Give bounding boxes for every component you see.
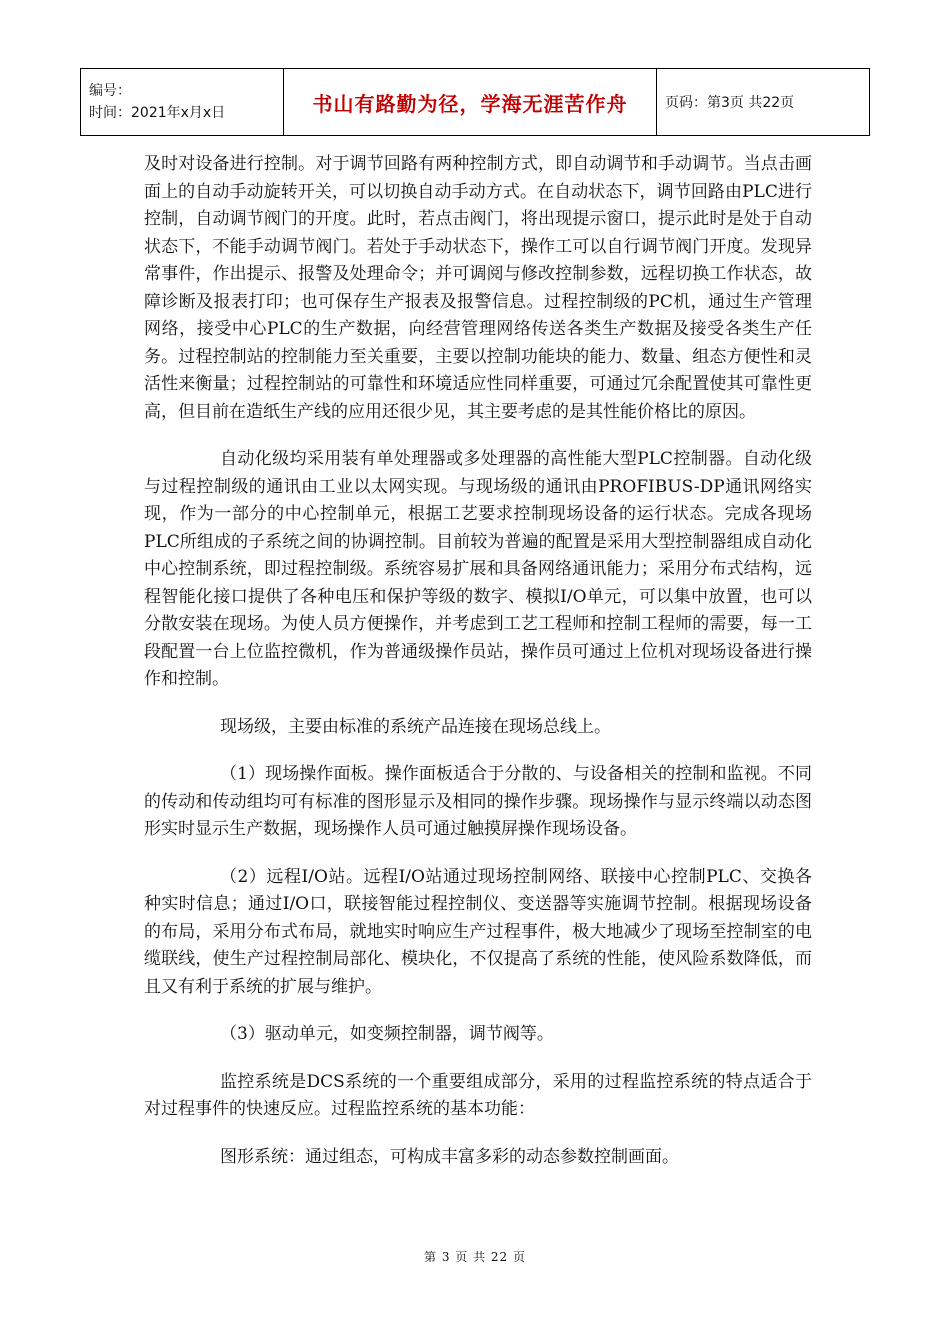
page-header-table [80,68,870,136]
document-date-label: 时间：2021年x月x日 [89,105,226,121]
paragraph-monitoring-system: 监控系统是DCS系统的一个重要组成部分，采用的过程监控系统的特点适合于对过程事件的快速反应。过程监控系统的基本功能： [144,1071,812,1119]
paragraph-field-level: 现场级，主要由标准的系统产品连接在现场总线上。 [220,716,611,737]
header-motto: 书山有路勤为径，学海无涯苦作舟 [284,69,657,136]
paragraph-drive-unit: （3）驱动单元，如变频控制器，调节阀等。 [220,1024,554,1044]
header-page-info: 页码：第3页 共22页 [657,69,870,136]
paragraph-field-panel: （1）现场操作面板。操作面板适合于分散的、与设备相关的控制和监视。不同的传动和传动组均可有标准的图形显示及相同的操作步骤。现场操作与显示终端以动态图形实时显示生产数据，现场操作人员可通过触摸屏操作现场设备。 [144,764,812,839]
paragraph-process-control: 及时对设备进行控制。对于调节回路有两种控制方式，即自动调节和手动调节。当点击画面上的自动手动旋转开关，可以切换自动手动方式。在自动状态下，调节回路由PLC进行控制，自动调节阀门的开度。此时，若点击阀门，将出现提示窗口，提示此时是处于自动状态下，不能手动调节阀门。若处于手动状态下，操作工可以自行调节阀门开度。发现异常事件，作出提示、报警及处理命令；并可调阅与修改控制参数，远程切换工作状态，故障诊断及报表打印；也可保存生产报表及报警信息。过程控制级的PC机，通过生产管理网络，接受中心PLC的生产数据，向经营管理网络传送各类生产数据及接受各类生产任务。过程控制站的控制能力至关重要，主要以控制功能块的能力、数量、组态方便性和灵活性来衡量；过程控制站的可靠性和环境适应性同样重要，可通过冗余配置使其可靠性更高，但目前在造纸生产线的应用还很少见，其主要考虑的是其性能价格比的原因。 [144,154,812,422]
document-number-label: 编号： [89,83,131,99]
paragraph-graphics-system: 图形系统：通过组态，可构成丰富多彩的动态参数控制画面。 [220,1146,679,1167]
document-body [144,151,812,1171]
paragraph-remote-io: （2）远程I/O站。远程I/O站通过现场控制网络、联接中心控制PLC、交换各种实时信息；通过I/O口，联接智能过程控制仪、变送器等实施调节控制。根据现场设备的布局，采用分布式布局，就地实时响应生产过程事件，极大地减少了现场至控制室的电缆联线，使生产过程控制局部化、模块化，不仅提高了系统的性能，使风险系数降低，而且又有利于系统的扩展与维护。 [144,866,812,997]
page-footer: 第 3 页 共 22 页 [424,1250,526,1264]
paragraph-automation-level: 自动化级均采用装有单处理器或多处理器的高性能大型PLC控制器。自动化级与过程控制级的通讯由工业以太网实现。与现场级的通讯由PROFIBUS-DP通讯网络实现，作为一部分的中心控制单元，根据工艺要求控制现场设备的运行状态。完成各现场PLC所组成的子系统之间的协调控制。目前较为普遍的配置是采用大型控制器组成自动化中心控制系统，即过程控制级。系统容易扩展和具备网络通讯能力；采用分布式结构，远程智能化接口提供了各种电压和保护等级的数字、模拟I/O单元，可以集中放置，也可以分散安装在现场。为使人员方便操作，并考虑到工艺工程师和控制工程师的需要，每一工段配置一台上位监控微机，作为普通级操作员站，操作员可通过上位机对现场设备进行操作和控制。 [144,449,812,689]
header-meta-cell [81,69,284,136]
